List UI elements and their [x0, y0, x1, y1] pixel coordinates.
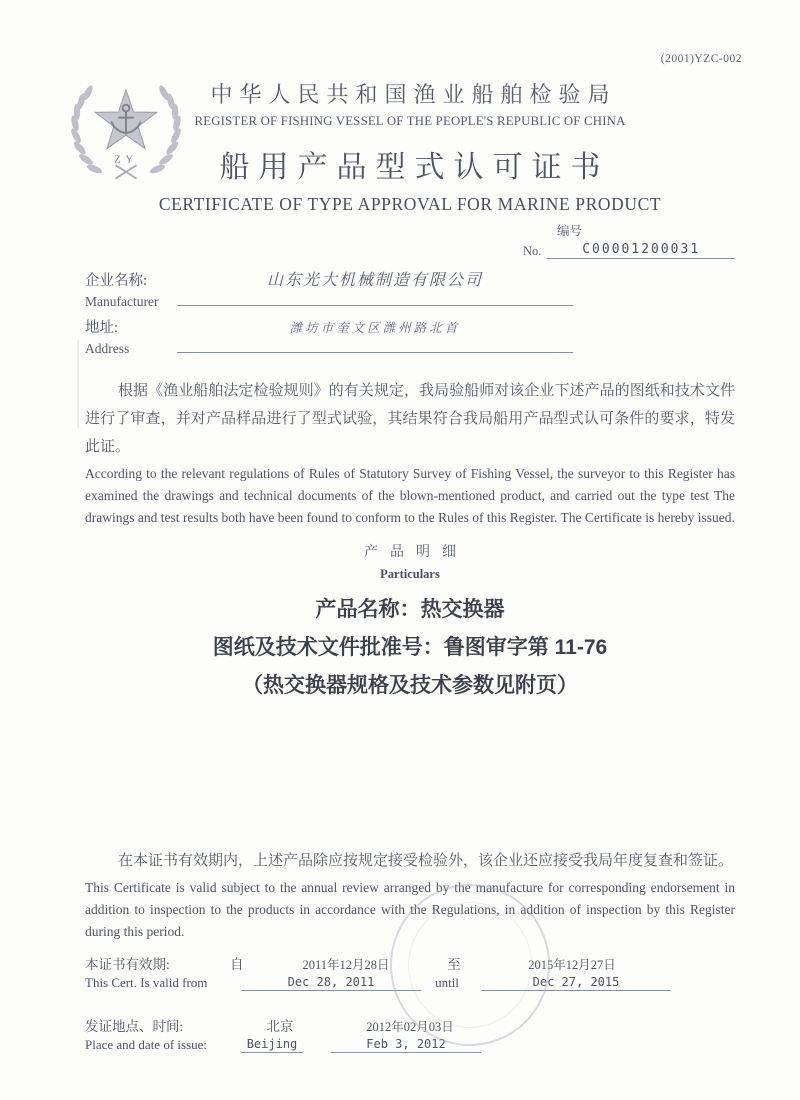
particulars-heading-cn: 产品明细 [364, 545, 468, 560]
register-star-anchor-wreath-emblem-icon [66, 74, 186, 186]
specs-see-attachment-line: （热交换器规格及技术参数见附页） [242, 674, 578, 697]
validity-label-en: This Cert. Is valid from [85, 975, 208, 990]
certificate-number: C00001200031 [547, 242, 735, 259]
serial-label-en: No. [523, 244, 542, 258]
authority-name-cn: 中华人民共和国渔业船舶检验局 [210, 82, 617, 107]
issue-date-cn: 2012年02月03日 [366, 1020, 454, 1034]
address-label-cn: 地址: [85, 320, 119, 336]
validity-from-prefix-cn: 自 [230, 957, 244, 972]
certificate-title-cn: 船用产品型式认可证书 [219, 151, 610, 184]
validity-note-en: This Certificate is valid subject to the annual review arranged by the manufacture for corresponding endorsement in addition to inspection to the products in accordance with the Regulations, in addition of inspection by this Register during this period. [85, 880, 735, 939]
manufacturer-label-cn: 企业名称: [85, 273, 148, 289]
official-seal-inner-ring [400, 894, 540, 1036]
emblem-monogram: ZY [114, 154, 138, 166]
address-label-en: Address [85, 341, 130, 356]
scan-edge-artifact [77, 340, 79, 428]
issue-label-cn: 发证地点、时间: [85, 1019, 184, 1034]
issue-label-en: Place and date of issue: [85, 1037, 208, 1052]
validity-from-date-en: Dec 28, 2011 [241, 975, 421, 991]
validity-to-date-cn: 2015年12月27日 [528, 958, 616, 972]
approval-statement-en: According to the relevant regulations of Rules of Statutory Survey of Fishing Vessel, the surveyor to this Register has examined the drawings and technical documents of the blown-mentioned product, and carried out the type test The drawings and test results both have been found to conform to the Rules of this Register. The Certificate is hereby issued. [85, 466, 735, 525]
validity-to-date-en: Dec 27, 2015 [481, 975, 671, 991]
validity-from-date-cn: 2011年12月28日 [302, 958, 390, 972]
manufacturer-row [85, 267, 735, 290]
address-row [85, 316, 735, 337]
issue-place-date-block [85, 1015, 735, 1053]
particulars-section [85, 541, 735, 699]
particulars-heading-en: Particulars [380, 567, 440, 581]
issue-date-en: Feb 3, 2012 [331, 1037, 481, 1053]
validity-to-prefix-cn: 至 [447, 957, 461, 972]
address-underline [177, 337, 573, 353]
product-name-line: 产品名称：热交换器 [315, 598, 505, 621]
manufacturer-value: 山东光大机械制造有限公司 [266, 272, 483, 289]
validity-label-cn: 本证书有效期: [85, 957, 170, 972]
manufacturer-underline [177, 290, 573, 306]
authority-name-en: REGISTER OF FISHING VESSEL OF THE PEOPLE'S REPUBLIC OF CHINA [194, 114, 626, 128]
issue-place-cn: 北京 [266, 1019, 294, 1034]
validity-until-label: until [435, 975, 459, 990]
certificate-number-block [523, 221, 735, 259]
document-form-code: (2001)YZC-002 [660, 53, 742, 65]
issue-place-en: Beijing [241, 1037, 303, 1053]
drawing-approval-number-line: 图纸及技术文件批准号：鲁图审字第 11-76 [212, 636, 608, 659]
certificate-title-en: CERTIFICATE OF TYPE APPROVAL FOR MARINE PRODUCT [158, 194, 662, 214]
serial-label-cn: 编号 [557, 224, 583, 238]
address-value: 潍坊市奎文区潍州路北首 [289, 321, 461, 335]
validity-note-cn: 在本证书有效期内，上述产品除应按规定接受检验外，该企业还应接受我局年度复查和签证。 [118, 853, 734, 869]
approval-statement-cn: 根据《渔业船舶法定检验规则》的有关规定，我局验船师对该企业下述产品的图纸和技术文件进行了审查，并对产品样品进行了型式试验，其结果符合我局船用产品型式认可条件的要求，特发此证。 [85, 383, 735, 455]
manufacturer-label-en: Manufacturer [85, 294, 159, 309]
